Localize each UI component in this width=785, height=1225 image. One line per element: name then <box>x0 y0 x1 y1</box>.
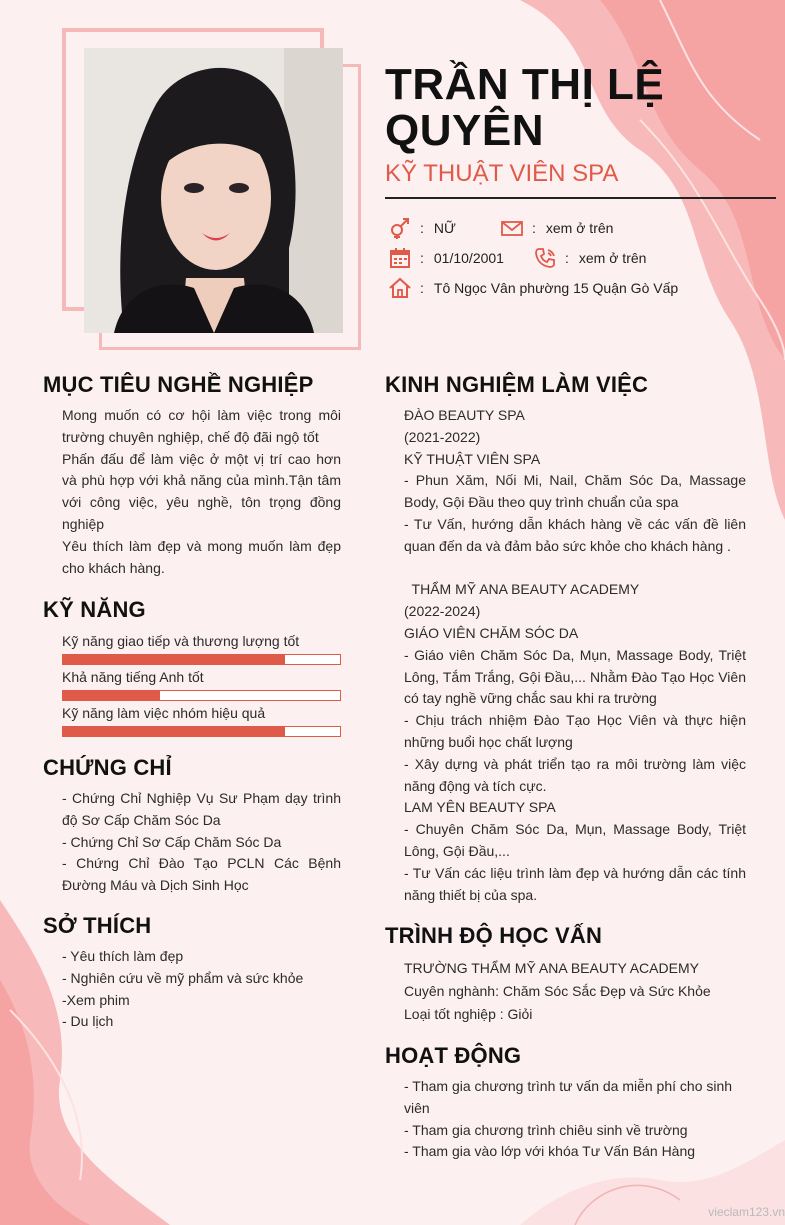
skill-bar-fill <box>63 691 160 700</box>
address-value: Tô Ngọc Vân phường 15 Quận Gò Vấp <box>433 280 679 296</box>
experience-line: - Phun Xăm, Nối Mi, Nail, Chăm Sóc Da, Massage Body, Gội Đầu theo quy trình chuẩn của spa <box>404 472 746 511</box>
experience-line: - Chuyên Chăm Sóc Da, Mụn, Massage Body, Triệt Lông, Gội Đầu,... <box>404 821 746 859</box>
activities-title: HOẠT ĐỘNG <box>385 1043 522 1068</box>
profile-photo <box>84 48 343 333</box>
activity-line: - Tham gia vào lớp với khóa Tư Vấn Bán Hàng <box>404 1143 696 1160</box>
experience-line: GIÁO VIÊN CHĂM SÓC DA <box>404 624 579 641</box>
experience-line: LAM YÊN BEAUTY SPA <box>404 799 556 816</box>
email-row <box>500 216 613 240</box>
skill-bar-fill <box>63 727 285 736</box>
education-title: TRÌNH ĐỘ HỌC VẤN <box>385 923 603 948</box>
gender-row <box>388 216 456 240</box>
address-row <box>388 276 678 300</box>
watermark: vieclam123.vn <box>708 1205 785 1219</box>
phone-value: xem ở trên <box>578 250 647 266</box>
candidate-name: TRẦN THỊ LỆ QUYÊN <box>385 60 665 155</box>
skills-title: KỸ NĂNG <box>43 597 146 622</box>
activity-line: - Tham gia chương trình tư vấn da miễn phí cho sinh viên <box>404 1078 733 1116</box>
job-title: KỸ THUẬT VIÊN SPA <box>385 160 619 187</box>
phone-row <box>533 246 646 270</box>
hobbies-title: SỞ THÍCH <box>43 913 152 938</box>
objective-paragraph: Yêu thích làm đẹp và mong muốn làm đẹp cho khách hàng. <box>62 537 341 576</box>
certificate-item: - Chứng Chỉ Đào Tạo PCLN Các Bệnh Đường Máu và Dịch Sinh Học <box>62 855 341 894</box>
experience-line: ĐÀO BEAUTY SPA <box>404 407 525 423</box>
experience-line: - Tư Vấn, hướng dẫn khách hàng về các vấn đề liên quan đến da và đảm bảo sức khỏe cho khách hàng . <box>404 515 746 554</box>
birthdate-value: 01/10/2001 <box>433 250 504 266</box>
skill-label: Kỹ năng làm việc nhóm hiệu quả <box>62 705 266 721</box>
gender-icon <box>388 216 412 240</box>
skill-bar <box>62 654 341 665</box>
phone-icon <box>533 246 557 270</box>
experience-line: (2022-2024) <box>404 603 481 620</box>
experience-line: - Xây dựng và phát triển tạo ra môi trường làm việc năng động và tích cực. <box>404 755 746 794</box>
skill-bar <box>62 690 341 701</box>
hobby-item: - Du lịch <box>62 1013 114 1030</box>
header-divider <box>385 197 776 199</box>
certificate-item: - Chứng Chỉ Sơ Cấp Chăm Sóc Da <box>62 833 282 850</box>
education-line: Cuyên nghành: Chăm Sóc Sắc Đẹp và Sức Khỏe <box>404 983 711 999</box>
objective-paragraph: Mong muốn có cơ hội làm việc trong môi trường chuyên nghiệp, chế độ đãi ngộ tốt <box>62 407 341 445</box>
hobby-item: -Xem phim <box>62 991 130 1008</box>
home-icon <box>388 276 412 300</box>
education-line: Loại tốt nghiệp : Giỏi <box>404 1006 533 1022</box>
education-text <box>404 957 746 1026</box>
experience-line: KỸ THUẬT VIÊN SPA <box>404 450 541 467</box>
skill-label: Kỹ năng giao tiếp và thương lượng tốt <box>62 633 300 649</box>
birthdate-row <box>388 246 504 270</box>
hobbies-list <box>62 946 341 1033</box>
colon: : <box>420 250 424 266</box>
experience-line: (2021-2022) <box>404 428 481 445</box>
certificates-list <box>62 788 341 897</box>
email-value: xem ở trên <box>545 220 614 236</box>
colon: : <box>565 250 569 266</box>
activity-line: - Tham gia chương trình chiêu sinh về trường <box>404 1121 688 1138</box>
education-line: TRƯỜNG THẨM MỸ ANA BEAUTY ACADEMY <box>404 960 699 976</box>
skill-bar-fill <box>63 655 285 664</box>
envelope-icon <box>500 216 524 240</box>
experience-title: KINH NGHIỆM LÀM VIỆC <box>385 372 649 397</box>
hobby-item: - Nghiên cứu về mỹ phẩm và sức khỏe <box>62 969 304 986</box>
calendar-icon <box>388 246 412 270</box>
experience-line: - Chịu trách nhiệm Đào Tạo Học Viên và thực hiện những buổi học chất lượng <box>404 712 746 750</box>
experience-line: THẨM MỸ ANA BEAUTY ACADEMY <box>404 581 640 598</box>
objective-paragraph: Phấn đấu để làm việc ở một vị trí cao hơn và phù hợp với khả năng của mình.Tận tâm với công việc, yêu nghề, tôn trọng đồng nghiệp <box>62 450 341 532</box>
objective-text <box>62 405 341 579</box>
certificates-title: CHỨNG CHỈ <box>43 755 172 780</box>
hobby-item: - Yêu thích làm đẹp <box>62 948 184 964</box>
colon: : <box>420 220 424 236</box>
activities-text <box>404 1076 746 1163</box>
colon: : <box>532 220 536 236</box>
experience-line: - Giáo viên Chăm Sóc Da, Mụn, Massage Body, Triệt Lông, Tắm Trắng, Gội Đầu,... Nhằm Đào Tạo Học Viên có tay nghề vững chắc sau khi ra trường <box>404 646 746 707</box>
objective-title: MỤC TIÊU NGHỀ NGHIỆP <box>43 372 314 397</box>
gender-value: NỮ <box>433 220 456 236</box>
experience-line <box>404 558 746 580</box>
experience-line: - Tư Vấn các liệu trình làm đẹp và hướng dẫn các tính năng thiết bị của spa. <box>404 864 746 903</box>
skill-bar <box>62 726 341 737</box>
colon: : <box>420 280 424 296</box>
certificate-item: - Chứng Chỉ Nghiệp Vụ Sư Phạm dạy trình độ Sơ Cấp Chăm Sóc Da <box>62 790 341 828</box>
skill-label: Khả năng tiếng Anh tốt <box>62 669 204 685</box>
experience-text <box>404 405 746 906</box>
